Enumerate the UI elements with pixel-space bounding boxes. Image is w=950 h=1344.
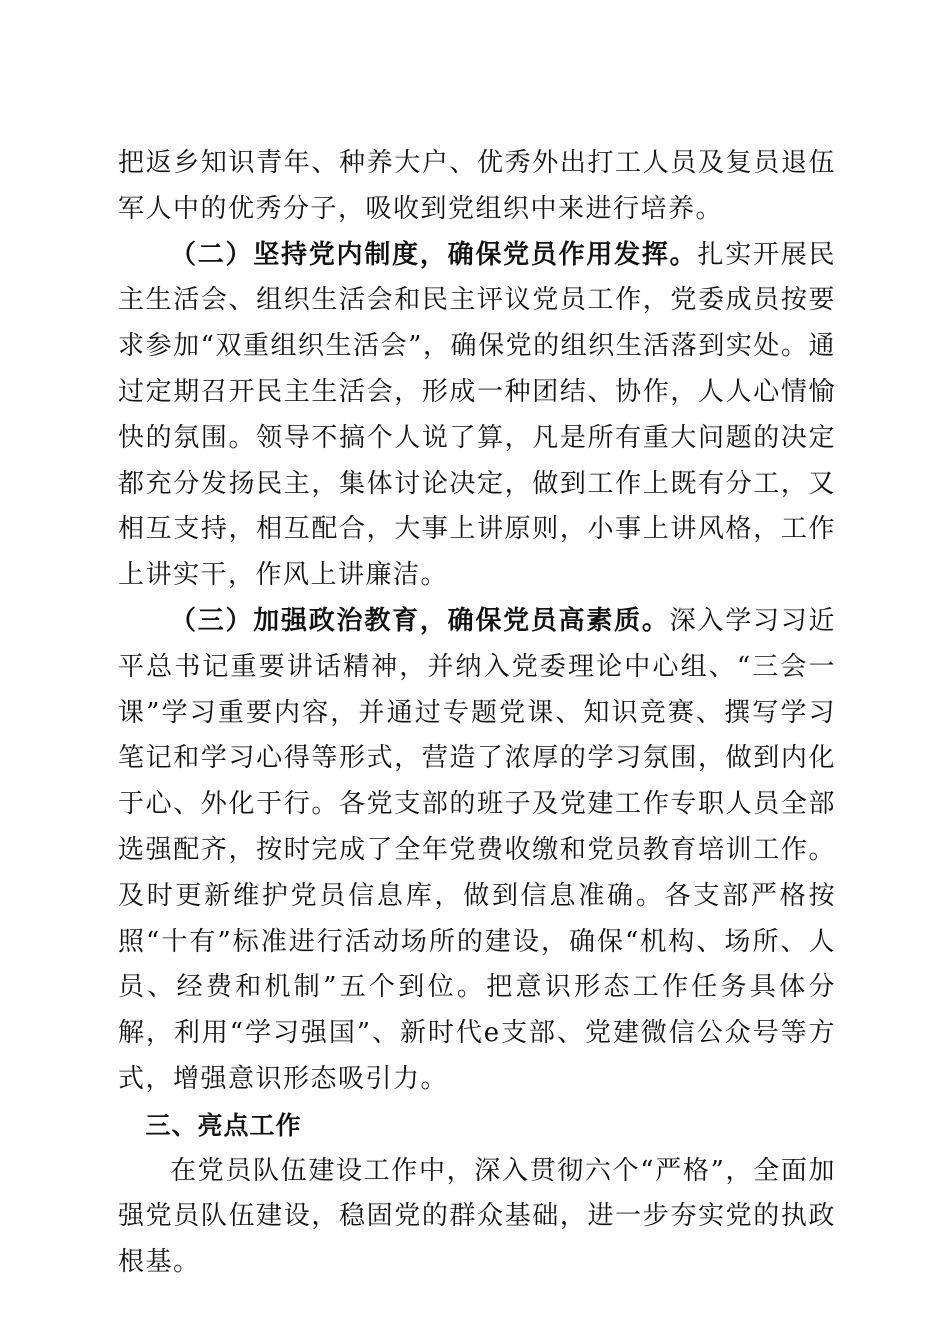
paragraph-continuation: 把返乡知识青年、种养大户、优秀外出打工人员及复员退伍军人中的优秀分子，吸收到党组织中来进行培养。 (118, 148, 836, 224)
section-3-body: 深入学习习近平总书记重要讲话精神，并纳入党委理论中心组、“三会一课”学习重要内容，并通过专题党课、知识竞赛、撰写学习笔记和学习心得等形式，营造了浓厚的学习氛围，做到内化于心、外化于行。各党支部的班子及党建工作专职人员全部选强配齐，按时完成了全年党费收缴和党员教育培训工作。及时更新维护党员信息库，做到信息准确。各支部严格按照“十有”标准进行活动场所的建设，确保“机构、场所、人员、经费和机制”五个到位。把意识形态工作任务具体分解，利用“学习强国”、新时代e支部、党建微信公众号等方式，增强意识形态吸引力。 (118, 605, 836, 1094)
heading-highlights: 三、亮点工作 (145, 1110, 302, 1140)
section-3-title: （三）加强政治教育，确保党员高素质。 (170, 605, 670, 636)
paragraph-final: 在党员队伍建设工作中，深入贯彻六个“严格”，全面加强党员队伍建设，稳固党的群众基础，进一步夯实党的执政根基。 (118, 1155, 836, 1278)
section-2-body: 扎实开展民主生活会、组织生活会和民主评议党员工作，党委成员按要求参加“双重组织生活会”，确保党的组织生活落到实处。通过定期召开民主生活会，形成一种团结、协作，人人心情愉快的氛围。领导不搞个人说了算，凡是所有重大问题的决定都充分发扬民主，集体讨论决定，做到工作上既有分工，又相互支持，相互配合，大事上讲原则，小事上讲风格，工作上讲实干，作风上讲廉洁。 (118, 239, 836, 591)
document-page (118, 141, 836, 1286)
paragraph-section-3 (118, 599, 836, 1103)
paragraph-section-2 (118, 233, 836, 599)
section-2-title: （二）坚持党内制度，确保党员作用发挥。 (170, 239, 698, 270)
